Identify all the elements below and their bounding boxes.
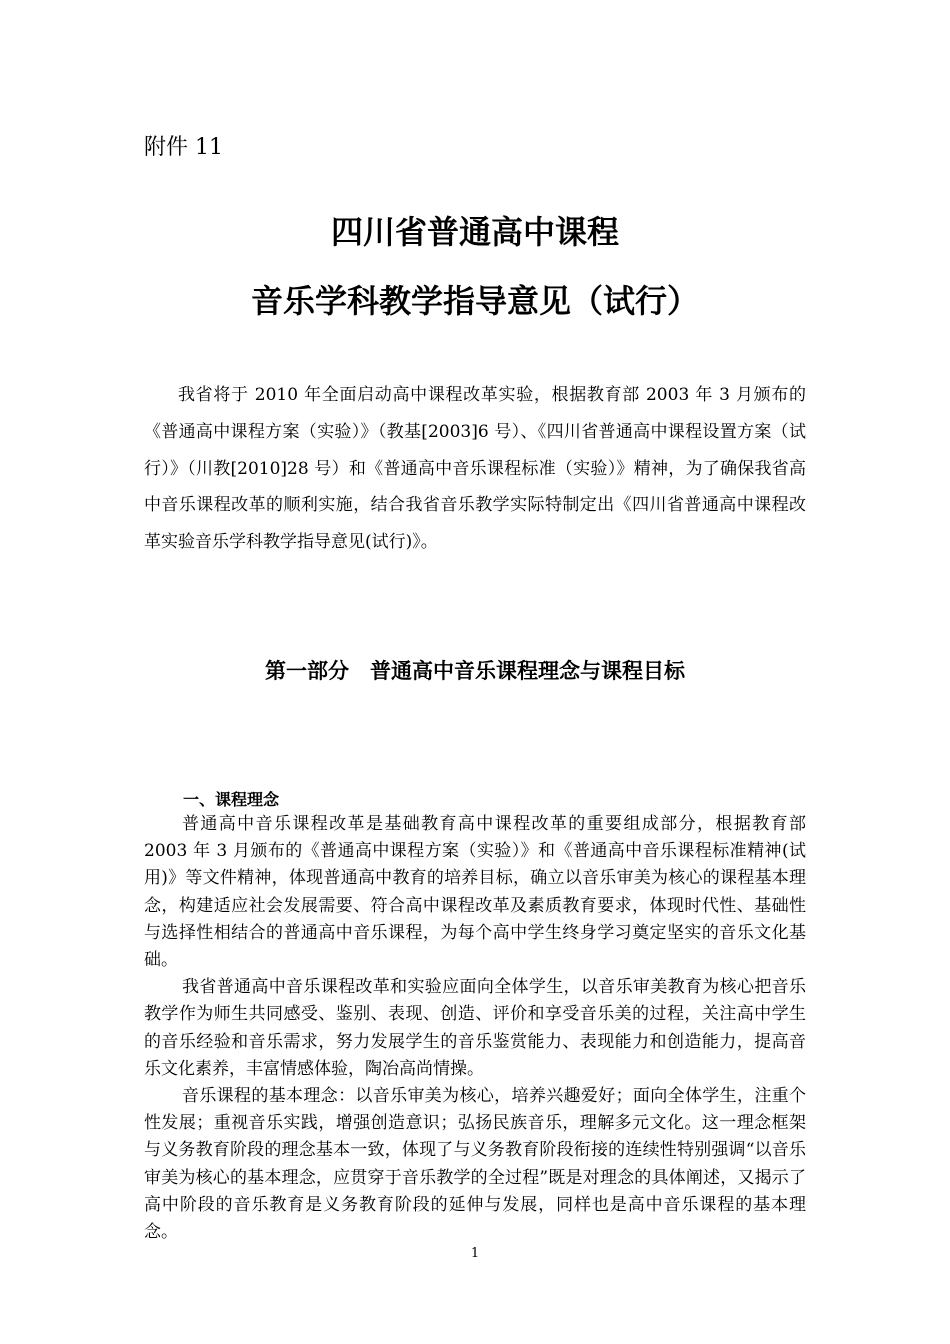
- body-paragraph-2: 我省普通高中音乐课程改革和实验应面向全体学生，以音乐审美教育为核心把音乐教学作为师生共同感受、鉴别、表现、创造、评价和享受音乐美的过程，关注高中学生的音乐经验和音乐需求，努力发展学生的音乐鉴赏能力、表现能力和创造能力，提高音乐文化素养，丰富情感体验，陶冶高尚情操。: [144, 977, 806, 1079]
- section-body: [144, 811, 806, 1246]
- subheading-course-concept: 一、课程理念: [183, 790, 280, 809]
- body-paragraph-3: 音乐课程的基本理念：以音乐审美为核心，培养兴趣爱好；面向全体学生，注重个性发展；重视音乐实践，增强创造意识；弘扬民族音乐，理解多元文化。这一理念框架与义务教育阶段的理念基本一致，体现了与义务教育阶段衔接的连续性特别强调“以音乐审美为核心的基本理念，应贯穿于音乐教学的全过程”既是对理念的具体阐述，又揭示了高中阶段的音乐教育是义务教育阶段的延伸与发展，同样也是高中音乐课程的基本理念。: [144, 1086, 806, 1243]
- page-number: 1: [470, 1246, 480, 1261]
- document-title-line2: 音乐学科教学指导意见（试行）: [250, 282, 699, 320]
- body-paragraph-1: 普通高中音乐课程改革是基础教育高中课程改革的重要组成部分，根据教育部 2003 年 3 月颁布的《普通高中课程方案（实验）》和《普通高中音乐课程标准精神(试用)》等文件精神，体现普通高中教育的培养目标，确立以音乐审美为核心的课程基本理念，构建适应社会发展需要、符合高中课程改革及素质教育要求，体现时代性、基础性与选择性相结合的普通高中音乐课程，为每个高中学生终身学习奠定坚实的音乐文化基础。: [144, 814, 806, 971]
- document-title-line1: 四川省普通高中课程: [330, 213, 619, 251]
- attachment-label: 附件 11: [144, 135, 223, 160]
- intro-paragraph: 我省将于 2010 年全面启动高中课程改革实验，根据教育部 2003 年 3 月颁布的《普通高中课程方案（实验）》（教基[2003]6 号）、《四川省普通高中课程设置方案（试行）》（川教[2010]28 号）和《普通高中音乐课程标准（实验）》精神，为了确保我省高中音乐课程改革的顺利实施，结合我省音乐教学实际特制定出《四川省普通高中课程改革实验音乐学科教学指导意见(试行)》。: [144, 385, 806, 553]
- section-heading: 第一部分 普通高中音乐课程理念与课程目标: [265, 659, 685, 683]
